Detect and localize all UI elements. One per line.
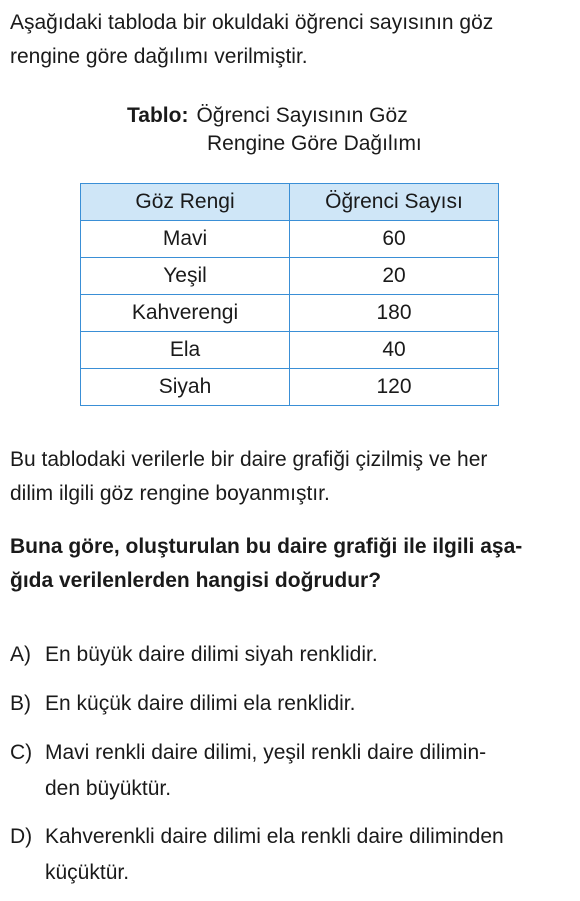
cell-color: Kahverengi <box>81 295 290 332</box>
table-row <box>81 258 499 295</box>
question-text <box>10 530 572 598</box>
cell-count: 180 <box>290 295 499 332</box>
table-row <box>81 295 499 332</box>
intro-text <box>10 6 572 74</box>
caption-line-1: Öğrenci Sayısının Göz <box>196 104 408 127</box>
option-a[interactable] <box>10 637 572 673</box>
info-line-2: dilim ilgili göz rengine boyanmıştır. <box>10 482 330 505</box>
cell-count: 120 <box>290 369 499 406</box>
option-c[interactable] <box>10 735 572 807</box>
header-eye-color: Göz Rengi <box>81 184 290 221</box>
option-text-line-2: den büyüktür. <box>45 777 172 800</box>
cell-color: Ela <box>81 332 290 369</box>
cell-count: 60 <box>290 221 499 258</box>
option-letter: C) <box>10 741 33 764</box>
option-text-line-2: küçüktür. <box>45 861 130 884</box>
cell-color: Mavi <box>81 221 290 258</box>
table-row <box>81 369 499 406</box>
option-letter: A) <box>10 643 31 666</box>
intro-line-1: Aşağıdaki tabloda bir okuldaki öğrenci sayısının göz <box>10 11 494 34</box>
option-text-line-1: Kahverenkli daire dilimi ela renkli daire diliminden <box>45 825 504 848</box>
cell-color: Yeşil <box>81 258 290 295</box>
option-letter: B) <box>10 692 31 715</box>
option-text: En küçük daire dilimi ela renklidir. <box>45 692 356 715</box>
option-d[interactable] <box>10 819 572 891</box>
table-row <box>81 332 499 369</box>
option-text: En büyük daire dilimi siyah renklidir. <box>45 643 378 666</box>
question-line-1: Buna göre, oluşturulan bu daire grafiği ile ilgili aşa- <box>10 535 523 558</box>
info-line-1: Bu tablodaki verilerle bir daire grafiği çizilmiş ve her <box>10 448 488 471</box>
option-b[interactable] <box>10 686 572 722</box>
option-text-line-1: Mavi renkli daire dilimi, yeşil renkli daire dilimin- <box>45 741 487 764</box>
cell-count: 20 <box>290 258 499 295</box>
header-student-count: Öğrenci Sayısı <box>290 184 499 221</box>
table-header-row <box>81 184 499 221</box>
eye-color-table <box>80 183 499 406</box>
table-row <box>81 221 499 258</box>
caption-label: Tablo: <box>127 104 189 127</box>
cell-color: Siyah <box>81 369 290 406</box>
question-line-2: ğıda verilenlerden hangisi doğrudur? <box>10 569 382 592</box>
option-letter: D) <box>10 825 33 848</box>
cell-count: 40 <box>290 332 499 369</box>
intro-line-2: rengine göre dağılımı verilmiştir. <box>10 45 308 68</box>
table-caption <box>127 102 487 158</box>
info-text <box>10 443 572 511</box>
caption-line-2: Rengine Göre Dağılımı <box>207 132 422 155</box>
